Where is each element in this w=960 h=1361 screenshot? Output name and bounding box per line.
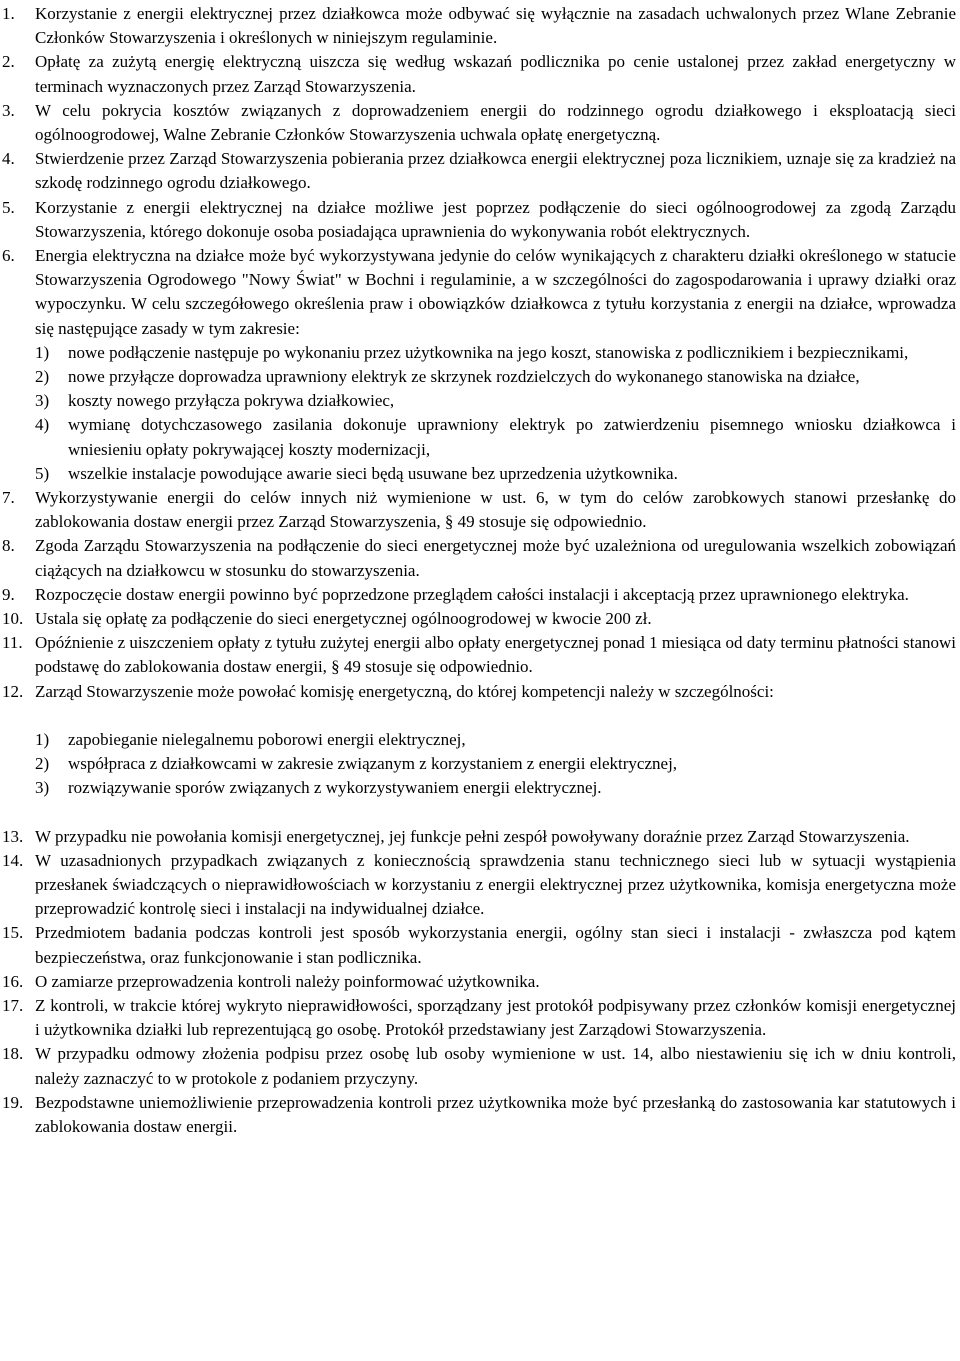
subpoint-6-4 (2, 413, 956, 461)
paragraph-16 (2, 970, 956, 994)
paragraph-8 (2, 534, 956, 582)
subpoint-number: 2) (35, 754, 50, 774)
paragraph-number: 15. (2, 923, 24, 943)
subpoint-number: 1) (35, 729, 50, 749)
subpoint-number: 1) (35, 342, 50, 362)
paragraph-text: Korzystanie z energii elektrycznej przez działkowca może odbywać się wyłącznie na zasadach uchwalonych przez Wlane Zebranie Członków Stowarzyszenia i określonych w niniejszym regulaminie. (35, 4, 956, 48)
paragraph-number: 17. (2, 995, 24, 1015)
paragraph-text: Zarząd Stowarzyszenie może powołać komisję energetyczną, do której kompetencji należy w szczególności: (35, 681, 774, 701)
subpoint-text: nowe przyłącze doprowadza uprawniony elektryk ze skrzynek rozdzielczych do wykonanego stanowiska na działce, (68, 367, 860, 387)
spacer (2, 704, 956, 728)
subpoint-6-2 (2, 365, 956, 389)
paragraph-11 (2, 631, 956, 679)
subpoint-number: 3) (35, 391, 50, 411)
paragraph-number: 12. (2, 681, 24, 701)
paragraph-number: 6. (2, 246, 15, 266)
subpoint-number: 2) (35, 367, 50, 387)
subpoint-12-1 (2, 728, 956, 752)
paragraph-10 (2, 607, 956, 631)
subpoint-6-5 (2, 462, 956, 486)
paragraph-5 (2, 196, 956, 244)
paragraph-number: 18. (2, 1044, 24, 1064)
subpoint-12-3 (2, 776, 956, 800)
regulation-document (2, 2, 956, 1139)
paragraph-text: Opóźnienie z uiszczeniem opłaty z tytułu zużytej energii albo opłaty energetycznej ponad 1 miesiąca od daty terminu płatności stanowi podstawę do zablokowania dostaw energii, § 49 stosuje się odpowiednio. (35, 633, 956, 677)
paragraph-number: 14. (2, 850, 24, 870)
paragraph-number: 8. (2, 536, 15, 556)
paragraph-4 (2, 147, 956, 195)
subpoint-text: rozwiązywanie sporów związanych z wykorzystywaniem energii elektrycznej. (68, 778, 602, 798)
paragraph-1 (2, 2, 956, 50)
paragraph-13 (2, 825, 956, 849)
paragraph-number: 4. (2, 149, 15, 169)
spacer (2, 801, 956, 825)
paragraph-18 (2, 1042, 956, 1090)
paragraph-text: Rozpoczęcie dostaw energii powinno być poprzedzone przeglądem całości instalacji i akceptacją przez uprawnionego elektryka. (35, 584, 909, 604)
paragraph-12 (2, 680, 956, 704)
subpoint-text: wymianę dotychczasowego zasilania dokonuje uprawniony elektryk po zatwierdzeniu pisemnego wniosku działkowca i wniesieniu opłaty pokrywającej koszty modernizacji, (68, 415, 956, 459)
paragraph-text: W celu pokrycia kosztów związanych z doprowadzeniem energii do rodzinnego ogrodu działkowego i eksploatacją sieci ogólnoogrodowej, Walne Zebranie Członków Stowarzyszenia uchwala opłatę energetyczną. (35, 100, 956, 145)
paragraph-14 (2, 849, 956, 922)
paragraph-number: 9. (2, 584, 15, 604)
paragraph-number: 7. (2, 488, 15, 508)
subpoint-6-3 (2, 389, 956, 413)
paragraph-text: O zamiarze przeprowadzenia kontroli należy poinformować użytkownika. (35, 971, 540, 991)
paragraph-3 (2, 99, 956, 147)
subpoint-text: zapobieganie nielegalnemu poborowi energii elektrycznej, (68, 729, 466, 749)
paragraph-17 (2, 994, 956, 1042)
paragraph-number: 5. (2, 197, 15, 217)
paragraph-number: 19. (2, 1092, 24, 1112)
paragraph-text: Korzystanie z energii elektrycznej na działce możliwe jest poprzez podłączenie do sieci ogólnoogrodowej za zgodą Zarządu Stowarzyszenia, którego dokonuje osoba posiadająca uprawnienia do wykonywania robót elektrycznych. (35, 197, 956, 241)
paragraph-number: 10. (2, 609, 24, 629)
paragraph-number: 16. (2, 971, 24, 991)
subpoint-text: nowe podłączenie następuje po wykonaniu przez użytkownika na jego koszt, stanowiska z podlicznikiem i bezpiecznikami, (68, 342, 909, 362)
subpoint-6-1 (2, 341, 956, 365)
paragraph-text: Bezpodstawne uniemożliwienie przeprowadzenia kontroli przez użytkownika może być przesłanką do zastosowania kar statutowych i zablokowania dostaw energii. (35, 1092, 956, 1136)
subpoint-text: koszty nowego przyłącza pokrywa działkowiec, (68, 391, 395, 411)
paragraph-text: Opłatę za zużytą energię elektryczną uiszcza się według wskazań podlicznika po cenie ustalonej przez zakład energetyczny w terminach wyznaczonych przez Zarząd Stowarzyszenia. (35, 52, 956, 96)
paragraph-number: 3. (2, 100, 15, 120)
paragraph-text: W przypadku nie powołania komisji energetycznej, jej funkcje pełni zespół powoływany doraźnie przez Zarząd Stowarzyszenia. (35, 826, 910, 846)
paragraph-2 (2, 50, 956, 98)
paragraph-text: W przypadku odmowy złożenia podpisu przez osobę lub osoby wymienione w ust. 14, albo niestawieniu się ich w dniu kontroli, należy zaznaczyć to w protokole z podaniem przyczyny. (35, 1044, 956, 1088)
paragraph-9 (2, 583, 956, 607)
paragraph-number: 13. (2, 826, 24, 846)
paragraph-19 (2, 1091, 956, 1139)
paragraph-text: Zgoda Zarządu Stowarzyszenia na podłączenie do sieci energetycznej może być uzależniona od uregulowania wszelkich zobowiązań ciążących na działkowcu w stosunku do stowarzyszenia. (35, 536, 956, 580)
subpoint-number: 4) (35, 415, 50, 435)
paragraph-number: 11. (2, 633, 23, 653)
paragraph-number: 1. (2, 4, 15, 23)
paragraph-15 (2, 921, 956, 969)
subpoint-12-2 (2, 752, 956, 776)
subpoint-number: 3) (35, 778, 50, 798)
paragraph-text: Wykorzystywanie energii do celów innych niż wymienione w ust. 6, w tym do celów zarobkowych stanowi przesłankę do zablokowania dostaw energii przez Zarząd Stowarzyszenia, § 49 stosuje się odpowiednio. (35, 488, 956, 532)
paragraph-text: Z kontroli, w trakcie której wykryto nieprawidłowości, sporządzany jest protokół podpisywany przez członków komisji energetycznej i użytkownika działki lub reprezentującą go osobę. Protokół przedstawiany jest Zarządowi Stowarzyszenia. (35, 995, 956, 1040)
subpoint-text: wszelkie instalacje powodujące awarie sieci będą usuwane bez uprzedzenia użytkownika. (68, 463, 678, 483)
paragraph-text: Energia elektryczna na działce może być wykorzystywana jedynie do celów wynikających z charakteru działki określonego w statucie Stowarzyszenia Ogrodowego "Nowy Świat" w Bochni i regulaminie, a w szczególności do zagospodarowania i uprawy działki oraz wypoczynku. W celu szczegółowego określenia praw i obowiązków działkowca z tytułu korzystania z energii na działce, wprowadza się następujące zasady w tym zakresie: (35, 246, 956, 338)
paragraph-text: W uzasadnionych przypadkach związanych z koniecznością sprawdzenia stanu technicznego sieci lub w sytuacji wystąpienia przesłanek świadczących o nieprawidłowościach w korzystaniu z energii elektrycznej przez użytkownika, komisja energetyczna może przeprowadzić kontrolę sieci i instalacji na indywidualnej działce. (35, 850, 956, 919)
paragraph-text: Stwierdzenie przez Zarząd Stowarzyszenia pobierania przez działkowca energii elektrycznej poza licznikiem, uznaje się za kradzież na szkodę rodzinnego ogrodu działkowego. (35, 149, 956, 193)
subpoint-number: 5) (35, 463, 50, 483)
paragraph-text: Ustala się opłatę za podłączenie do sieci energetycznej ogólnoogrodowej w kwocie 200 zł. (35, 609, 652, 629)
paragraph-text: Przedmiotem badania podczas kontroli jest sposób wykorzystania energii, ogólny stan sieci i instalacji - zwłaszcza pod kątem bezpieczeństwa, oraz funkcjonowanie i stan podlicznika. (35, 923, 956, 967)
subpoint-text: współpraca z działkowcami w zakresie związanym z korzystaniem z energii elektrycznej, (68, 754, 678, 774)
paragraph-6 (2, 244, 956, 341)
paragraph-number: 2. (2, 52, 15, 72)
paragraph-7 (2, 486, 956, 534)
